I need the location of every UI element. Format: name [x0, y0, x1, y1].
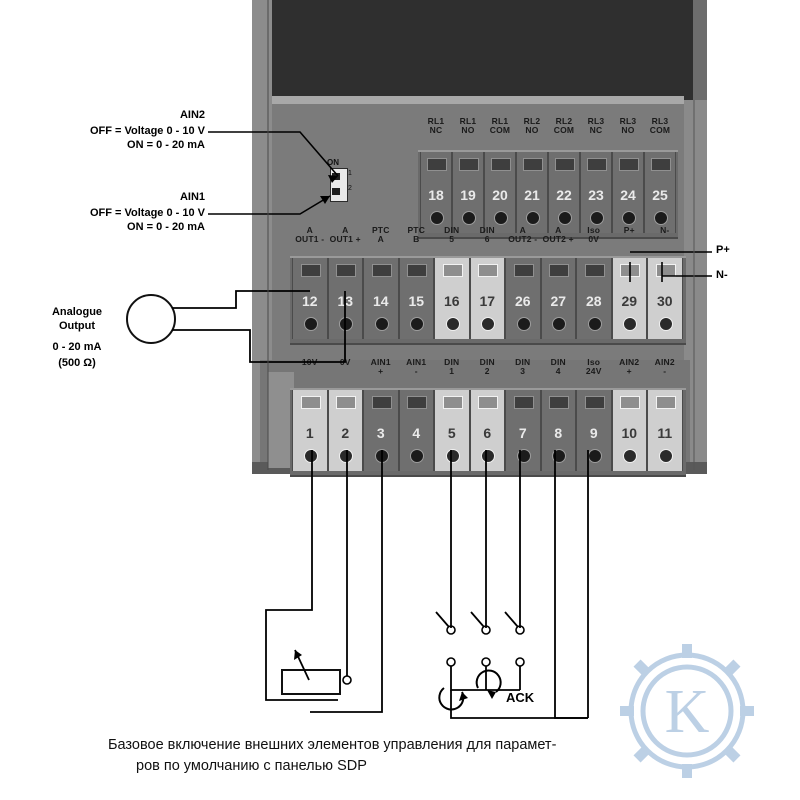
- terminal-screw-6[interactable]: [478, 396, 498, 409]
- relay-label-bottom-24: NO: [621, 125, 635, 135]
- ain2-on-text: ON = 0 - 20 mA: [127, 139, 205, 151]
- terminal-screw-8[interactable]: [549, 396, 569, 409]
- rotation-arrow-cw: [477, 671, 501, 692]
- bottom-label-bottom-7: 3: [520, 366, 526, 376]
- terminal-number-9: 9: [589, 425, 598, 441]
- relay-label-bottom-19: NO: [461, 125, 475, 135]
- terminal-screw-30[interactable]: [656, 264, 676, 277]
- terminal-number-15: 15: [408, 293, 425, 309]
- dip-switch-2-label: 2: [348, 185, 352, 192]
- terminal-hole-19[interactable]: [462, 211, 476, 225]
- terminal-hole-25[interactable]: [654, 211, 668, 225]
- bottom-label-bottom-5: 1: [449, 366, 455, 376]
- terminal-hole-17[interactable]: [481, 317, 495, 331]
- terminal-hole-8[interactable]: [552, 449, 566, 463]
- middle-label-top-15: PTC: [407, 225, 426, 235]
- middle-label-top-17: DIN: [479, 225, 495, 235]
- terminal-hole-3[interactable]: [375, 449, 389, 463]
- terminal-screw-7[interactable]: [514, 396, 534, 409]
- terminal-2[interactable]: [328, 390, 364, 471]
- terminal-12[interactable]: [292, 258, 328, 339]
- bottom-label-top-2: 0V: [339, 357, 351, 367]
- terminal-hole-4[interactable]: [410, 449, 424, 463]
- terminal-20[interactable]: [484, 152, 516, 233]
- device-top-cover: [268, 0, 693, 100]
- switch-common-rail: [451, 666, 520, 690]
- relay-label-top-19: RL1: [459, 116, 477, 126]
- terminal-number-10: 10: [621, 425, 638, 441]
- terminal-screw-1[interactable]: [301, 396, 321, 409]
- terminal-number-20: 20: [492, 187, 508, 203]
- terminal-screw-18[interactable]: [427, 158, 447, 171]
- caption-line-1: Базовое включение внешних элементов управления для парамет-: [108, 737, 557, 753]
- terminal-4[interactable]: [399, 390, 435, 471]
- terminal-11[interactable]: [647, 390, 683, 471]
- terminal-24[interactable]: [612, 152, 644, 233]
- terminal-hole-26[interactable]: [517, 317, 531, 331]
- switch-din2: [471, 612, 490, 666]
- terminal-hole-1[interactable]: [304, 449, 318, 463]
- switch-din3: [505, 612, 524, 666]
- dip-switch-on-label: ON: [327, 158, 339, 167]
- terminal-screw-14[interactable]: [372, 264, 392, 277]
- terminal-number-6: 6: [483, 425, 492, 441]
- terminal-23[interactable]: [580, 152, 612, 233]
- terminal-3[interactable]: [363, 390, 399, 471]
- terminal-7[interactable]: [505, 390, 541, 471]
- relay-label-top-23: RL3: [587, 116, 605, 126]
- bottom-label-top-5: DIN: [444, 357, 460, 367]
- relay-label-bottom-22: COM: [553, 125, 575, 135]
- terminal-hole-2[interactable]: [339, 449, 353, 463]
- bottom-label-top-1: 10V: [301, 357, 318, 367]
- wire-terminal-1: [266, 450, 338, 700]
- ain2-title: AIN2: [179, 109, 205, 121]
- middle-label-top-13: A: [342, 225, 349, 235]
- terminal-number-14: 14: [372, 293, 389, 309]
- terminal-hole-13[interactable]: [339, 317, 353, 331]
- terminal-hole-14[interactable]: [375, 317, 389, 331]
- terminal-screw-19[interactable]: [459, 158, 479, 171]
- middle-label-bottom-26: OUT2 -: [508, 234, 538, 244]
- wire-terminal-8: [555, 450, 588, 718]
- terminal-9[interactable]: [576, 390, 612, 471]
- terminal-screw-3[interactable]: [372, 396, 392, 409]
- terminal-screw-5[interactable]: [443, 396, 463, 409]
- middle-label-top-12: A: [306, 225, 313, 235]
- bottom-label-bottom-3: +: [378, 366, 384, 376]
- terminal-screw-2[interactable]: [336, 396, 356, 409]
- relay-label-top-18: RL1: [427, 116, 445, 126]
- terminal-19[interactable]: [452, 152, 484, 233]
- terminal-15[interactable]: [399, 258, 435, 339]
- terminal-number-21: 21: [524, 187, 540, 203]
- terminal-hole-12[interactable]: [304, 317, 318, 331]
- n-minus-label: N-: [716, 269, 728, 281]
- terminal-14[interactable]: [363, 258, 399, 339]
- terminal-hole-16[interactable]: [446, 317, 460, 331]
- pot-wiper-arrow: [294, 650, 302, 660]
- terminal-screw-17[interactable]: [478, 264, 498, 277]
- device-face-highlight: [272, 96, 684, 104]
- terminal-number-16: 16: [443, 293, 460, 309]
- terminal-screw-11[interactable]: [656, 396, 676, 409]
- terminal-number-12: 12: [301, 293, 318, 309]
- terminal-screw-24[interactable]: [619, 158, 639, 171]
- bottom-label-bottom-8: 4: [555, 366, 561, 376]
- ain2-off-text: OFF = Voltage 0 - 10 V: [89, 125, 205, 137]
- bottom-label-bottom-6: 2: [484, 366, 490, 376]
- ain1-on-text: ON = 0 - 20 mA: [127, 221, 205, 233]
- terminal-number-24: 24: [620, 187, 636, 203]
- bottom-label-bottom-11: -: [663, 366, 667, 376]
- bottom-label-top-8: DIN: [550, 357, 566, 367]
- dip-switch-1[interactable]: [332, 173, 340, 180]
- terminal-17[interactable]: [470, 258, 506, 339]
- terminal-10[interactable]: [612, 390, 648, 471]
- middle-label-bottom-15: B: [413, 234, 420, 244]
- middle-label-top-14: PTC: [371, 225, 390, 235]
- terminal-number-4: 4: [412, 425, 421, 441]
- terminal-26[interactable]: [505, 258, 541, 339]
- pot-node: [343, 676, 351, 684]
- middle-label-top-30: N-: [660, 225, 670, 235]
- terminal-18[interactable]: [420, 152, 452, 233]
- terminal-28[interactable]: [576, 258, 612, 339]
- terminal-screw-15[interactable]: [407, 264, 427, 277]
- terminal-hole-23[interactable]: [590, 211, 604, 225]
- analogue-output-load: (500 Ω): [58, 357, 96, 369]
- terminal-hole-27[interactable]: [552, 317, 566, 331]
- terminal-5[interactable]: [434, 390, 470, 471]
- middle-label-top-27: A: [555, 225, 562, 235]
- terminal-number-3: 3: [376, 425, 385, 441]
- terminal-1[interactable]: [292, 390, 328, 471]
- terminal-number-19: 19: [460, 187, 476, 203]
- terminal-screw-26[interactable]: [514, 264, 534, 277]
- p-plus-label: P+: [716, 244, 730, 256]
- caption-line-2: ров по умолчанию с панелью SDP: [136, 758, 367, 774]
- terminal-hole-18[interactable]: [430, 211, 444, 225]
- relay-label-bottom-25: COM: [649, 125, 671, 135]
- terminal-screw-13[interactable]: [336, 264, 356, 277]
- terminal-number-7: 7: [518, 425, 527, 441]
- middle-label-top-28: Iso: [587, 225, 601, 235]
- middle-label-bottom-28: 0V: [588, 234, 600, 244]
- terminal-30[interactable]: [647, 258, 683, 339]
- bottom-label-top-9: Iso: [587, 357, 601, 367]
- terminal-hole-21[interactable]: [526, 211, 540, 225]
- terminal-screw-9[interactable]: [585, 396, 605, 409]
- bottom-label-top-6: DIN: [479, 357, 495, 367]
- figure-caption: [108, 735, 708, 777]
- terminal-hole-9[interactable]: [588, 449, 602, 463]
- analogue-output-range: 0 - 20 mA: [52, 341, 102, 353]
- middle-label-top-16: DIN: [444, 225, 460, 235]
- relay-label-bottom-23: NC: [589, 125, 603, 135]
- relay-label-bottom-21: NO: [525, 125, 539, 135]
- terminal-number-2: 2: [341, 425, 350, 441]
- relay-label-25: [641, 117, 679, 135]
- middle-label-30: [644, 226, 686, 235]
- terminal-screw-28[interactable]: [585, 264, 605, 277]
- terminal-hole-28[interactable]: [588, 317, 602, 331]
- dip-switch-2[interactable]: [332, 188, 340, 195]
- relay-label-top-20: RL1: [491, 116, 509, 126]
- terminal-number-25: 25: [652, 187, 668, 203]
- terminal-number-5: 5: [447, 425, 456, 441]
- middle-label-bottom-14: A: [377, 234, 384, 244]
- bottom-label-bottom-9: 24V: [585, 366, 602, 376]
- terminal-hole-5[interactable]: [446, 449, 460, 463]
- terminal-screw-23[interactable]: [587, 158, 607, 171]
- terminal-hole-22[interactable]: [558, 211, 572, 225]
- terminal-hole-7[interactable]: [517, 449, 531, 463]
- terminal-hole-30[interactable]: [659, 317, 673, 331]
- middle-label-top-26: A: [519, 225, 526, 235]
- bottom-label-bottom-10: +: [626, 366, 632, 376]
- terminal-27[interactable]: [541, 258, 577, 339]
- terminal-screw-29[interactable]: [620, 264, 640, 277]
- terminal-number-11: 11: [657, 425, 673, 441]
- terminal-screw-16[interactable]: [443, 264, 463, 277]
- ack-label: ACK: [506, 690, 535, 705]
- terminal-25[interactable]: [644, 152, 676, 233]
- terminal-number-26: 26: [514, 293, 531, 309]
- terminal-screw-21[interactable]: [523, 158, 543, 171]
- terminal-hole-20[interactable]: [494, 211, 508, 225]
- bottom-label-top-10: AIN2: [619, 357, 640, 367]
- bottom-label-top-3: AIN1: [370, 357, 391, 367]
- potentiometer-symbol: [281, 669, 341, 695]
- relay-label-bottom-18: NC: [429, 125, 443, 135]
- terminal-number-17: 17: [479, 293, 496, 309]
- analogue-output-line2: Output: [58, 320, 96, 332]
- terminal-hole-29[interactable]: [623, 317, 637, 331]
- terminal-8[interactable]: [541, 390, 577, 471]
- terminal-screw-12[interactable]: [301, 264, 321, 277]
- svg-text:K: K: [664, 678, 710, 746]
- bottom-label-bottom-4: -: [414, 366, 418, 376]
- middle-label-bottom-12: OUT1 -: [295, 234, 325, 244]
- terminal-number-27: 27: [550, 293, 567, 309]
- terminal-number-8: 8: [554, 425, 563, 441]
- relay-label-bottom-20: COM: [489, 125, 511, 135]
- middle-label-bottom-13: OUT1 +: [329, 234, 361, 244]
- terminal-hole-10[interactable]: [623, 449, 637, 463]
- terminal-22[interactable]: [548, 152, 580, 233]
- terminal-screw-25[interactable]: [651, 158, 671, 171]
- bottom-label-top-4: AIN1: [406, 357, 427, 367]
- bottom-label-11: [644, 358, 686, 376]
- terminal-number-22: 22: [556, 187, 572, 203]
- terminal-number-13: 13: [337, 293, 354, 309]
- terminal-hole-6[interactable]: [481, 449, 495, 463]
- switch-din1: [436, 612, 455, 666]
- relay-label-top-22: RL2: [555, 116, 573, 126]
- analogue-output-line1: Analogue: [51, 306, 103, 318]
- relay-label-top-21: RL2: [523, 116, 541, 126]
- middle-label-bottom-16: 5: [449, 234, 455, 244]
- ain1-title: AIN1: [179, 191, 205, 203]
- relay-label-top-24: RL3: [619, 116, 637, 126]
- terminal-number-29: 29: [621, 293, 638, 309]
- terminal-screw-4[interactable]: [407, 396, 427, 409]
- middle-label-bottom-17: 6: [484, 234, 490, 244]
- terminal-16[interactable]: [434, 258, 470, 339]
- terminal-screw-22[interactable]: [555, 158, 575, 171]
- terminal-6[interactable]: [470, 390, 506, 471]
- terminal-number-18: 18: [428, 187, 444, 203]
- middle-label-bottom-27: OUT2 +: [542, 234, 574, 244]
- terminal-hole-15[interactable]: [410, 317, 424, 331]
- terminal-number-30: 30: [656, 293, 673, 309]
- terminal-number-23: 23: [588, 187, 604, 203]
- rotation-arrow-ccw: [439, 688, 463, 709]
- terminal-screw-10[interactable]: [620, 396, 640, 409]
- terminal-screw-20[interactable]: [491, 158, 511, 171]
- terminal-number-1: 1: [305, 425, 314, 441]
- bottom-label-top-7: DIN: [515, 357, 531, 367]
- terminal-29[interactable]: [612, 258, 648, 339]
- terminal-screw-27[interactable]: [549, 264, 569, 277]
- terminal-21[interactable]: [516, 152, 548, 233]
- middle-label-top-29: P+: [623, 225, 635, 235]
- terminal-number-28: 28: [585, 293, 602, 309]
- dip-switch-1-label: 1: [348, 170, 352, 177]
- terminal-13[interactable]: [328, 258, 364, 339]
- analogue-output-source-symbol: [126, 294, 176, 344]
- terminal-hole-24[interactable]: [622, 211, 636, 225]
- ain1-off-text: OFF = Voltage 0 - 10 V: [89, 207, 205, 219]
- relay-label-top-25: RL3: [651, 116, 669, 126]
- terminal-hole-11[interactable]: [659, 449, 673, 463]
- bottom-label-top-11: AIN2: [654, 357, 675, 367]
- dip-switch[interactable]: [330, 168, 348, 202]
